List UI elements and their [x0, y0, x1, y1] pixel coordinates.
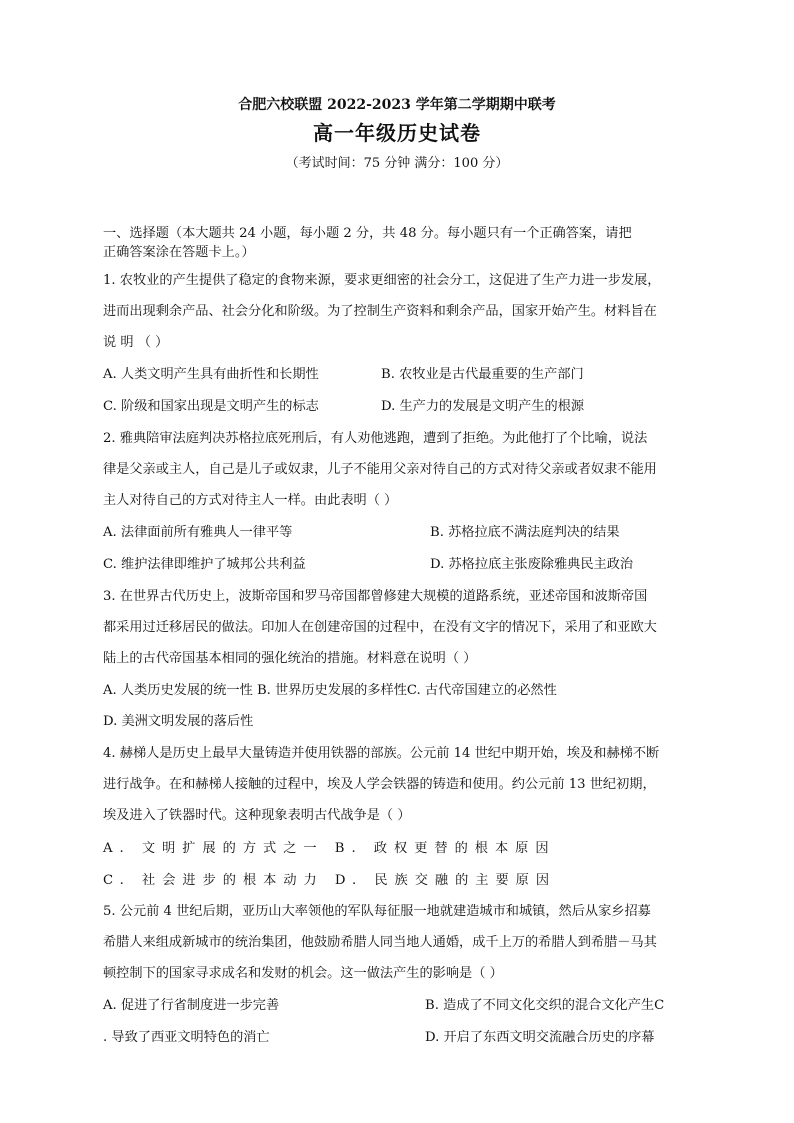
q5-option-b: B. 造成了不同文化交织的混合文化产生C — [425, 998, 665, 1013]
q4-options-ab: A. 文明扩展的方式之一 B. 政权更替的根本原因 — [103, 841, 556, 856]
q5-stem-line2: 希腊人来组成新城市的统治集团，他鼓励希腊人同当地人通婚，成千上万的希腊人到希腊－马其 — [103, 935, 657, 950]
q3-stem-line2: 都采用过迁移居民的做法。印加人在创建帝国的过程中，在没有文字的情况下，采用了和亚欧大 — [103, 620, 657, 635]
section-instruction-line2: 正确答案涂在答题卡上。） — [103, 245, 255, 260]
q2-option-a: A. 法律面前所有雅典人一律平等 — [103, 525, 293, 540]
q2-stem-line2: 律是父亲或主人，自己是儿子或奴隶，儿子不能用父亲对待自己的方式对待父亲或者奴隶不能用 — [103, 462, 657, 477]
page-title: 高一年级历史试卷 — [313, 121, 481, 145]
q1-option-c: C. 阶级和国家出现是文明产生的标志 — [103, 399, 319, 414]
q3-option-d: D. 美洲文明发展的落后性 — [103, 714, 254, 729]
q2-option-b: B. 苏格拉底不满法庭判决的结果 — [430, 525, 620, 540]
exam-info: （考试时间：75 分钟 满分：100 分） — [285, 156, 509, 171]
q3-stem-line3: 陆上的古代帝国基本相同的强化统治的措施。材料意在说明（ ） — [103, 651, 477, 666]
q4-stem-line3: 埃及进入了铁器时代。这种现象表明古代战争是（ ） — [103, 808, 411, 823]
q5-option-c: . 导致了西亚文明特色的消亡 — [103, 1030, 270, 1045]
q2-stem-line1: 2. 雅典陪审法庭判决苏格拉底死刑后，有人劝他逃跑，遭到了拒绝。为此他打了个比喻，说法 — [103, 431, 648, 446]
q5-stem-line3: 顿控制下的国家寻求成名和发财的机会。这一做法产生的影响是（ ） — [103, 966, 503, 981]
q5-stem-line1: 5. 公元前 4 世纪后期，亚历山大率领他的军队每征服一地就建造城市和城镇，然后从家乡招募 — [103, 904, 651, 919]
q3-options-abc: A. 人类历史发展的统一性 B. 世界历史发展的多样性C. 古代帝国建立的必然性 — [103, 683, 557, 698]
q3-stem-line1: 3. 在世界古代历史上，波斯帝国和罗马帝国都曾修建大规模的道路系统，亚述帝国和波斯帝国 — [103, 589, 648, 604]
q2-stem-line3: 主人对待自己的方式对待主人一样。由此表明（ ） — [103, 493, 398, 508]
q4-stem-line1: 4. 赫梯人是历史上最早大量铸造并使用铁器的部族。公元前 14 世纪中期开始，埃及和赫梯不断 — [103, 746, 660, 761]
q5-option-d: D. 开启了东西文明交流融合历史的序幕 — [425, 1030, 655, 1045]
q1-option-d: D. 生产力的发展是文明产生的根源 — [381, 399, 585, 414]
exam-header: 合肥六校联盟 2022-2023 学年第二学期期中联考 — [238, 97, 556, 113]
q1-stem-line3: 说 明 （ ） — [103, 335, 169, 350]
q1-stem-line2: 进而出现剩余产品、社会分化和阶级。为了控制生产资料和剩余产品，国家开始产生。材料旨在 — [103, 304, 657, 319]
q5-option-a: A. 促进了行省制度进一步完善 — [103, 998, 280, 1013]
q2-option-c: C. 维护法律即维护了城邦公共利益 — [103, 557, 306, 572]
q2-option-d: D. 苏格拉底主张废除雅典民主政治 — [430, 557, 634, 572]
section-instruction-line1: 一、选择题（本大题共 24 小题，每小题 2 分，共 48 分。每小题只有一个正确答案，请把 — [103, 226, 632, 241]
q4-options-cd: C. 社会进步的根本动力 D. 民族交融的主要原因 — [103, 873, 557, 888]
q1-option-a: A. 人类文明产生具有曲折性和长期性 — [103, 367, 319, 382]
q4-stem-line2: 进行战争。在和赫梯人接触的过程中，埃及人学会铁器的铸造和使用。约公元前 13 世纪初期， — [103, 777, 656, 792]
q1-option-b: B. 农牧业是古代最重要的生产部门 — [381, 367, 584, 382]
q1-stem-line1: 1. 农牧业的产生提供了稳定的食物来源，要求更细密的社会分工，这促进了生产力进一步发展， — [103, 273, 661, 288]
